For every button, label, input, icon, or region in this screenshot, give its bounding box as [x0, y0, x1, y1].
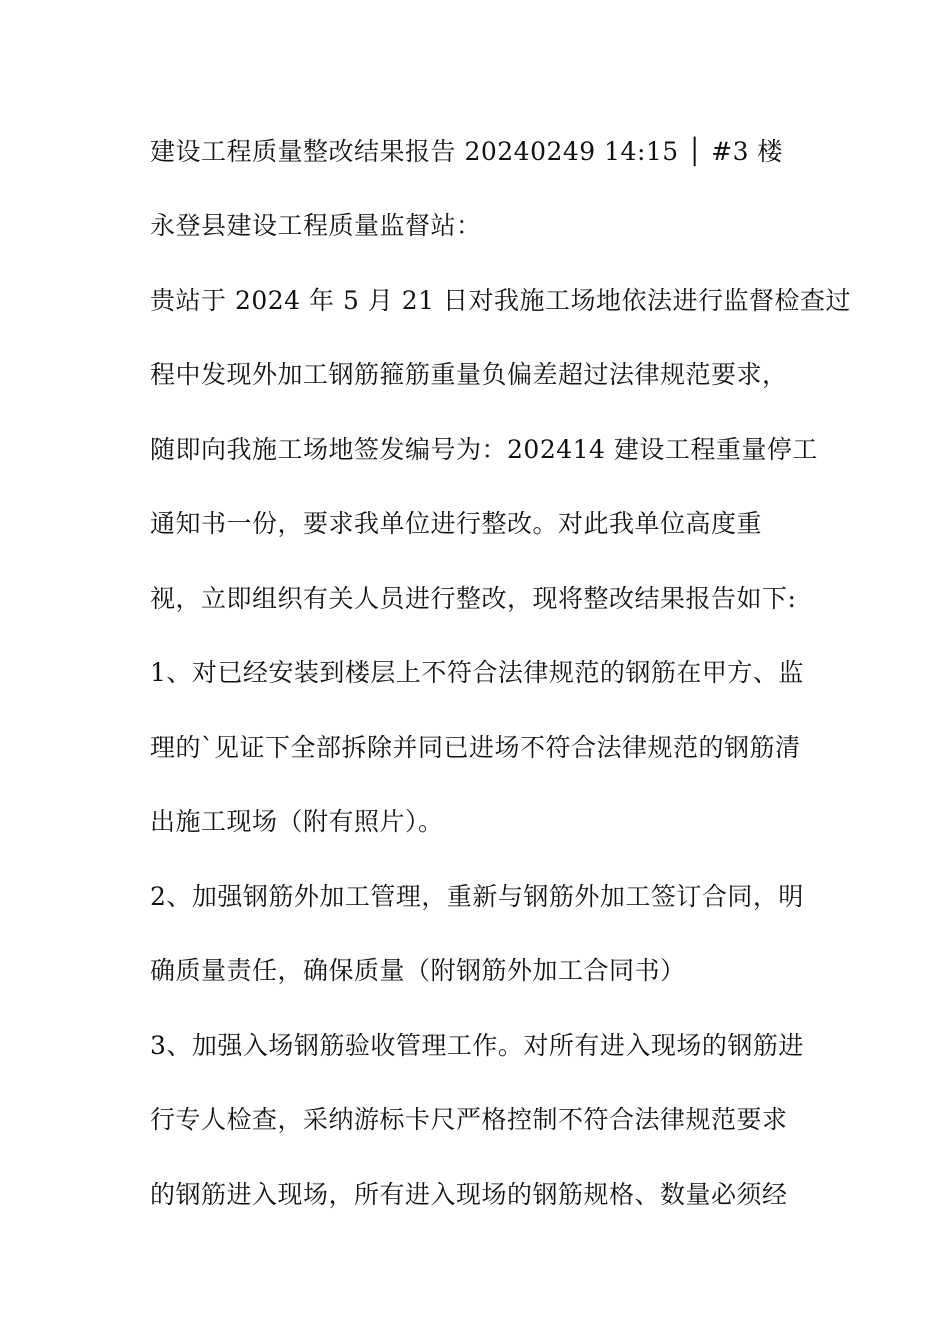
list-item-3-line: 的钢筋进入现场，所有进入现场的钢筋规格、数量必须经 — [150, 1180, 788, 1209]
report-title: 建设工程质量整改结果报告 20240249 14:15 │ #3 楼 — [150, 137, 783, 166]
list-item-1-line: 理的`见证下全部拆除并同已进场不符合法律规范的钢筋清 — [150, 733, 801, 762]
list-item-3-line: 行专人检查，采纳游标卡尺严格控制不符合法律规范要求 — [150, 1105, 788, 1134]
list-item-1-line: 出施工现场（附有照片）。 — [150, 807, 444, 836]
addressee: 永登县建设工程质量监督站： — [150, 211, 482, 240]
body-line: 视，立即组织有关人员进行整改，现将整改结果报告如下: — [150, 584, 797, 613]
body-line: 通知书一份，要求我单位进行整改。对此我单位高度重 — [150, 509, 763, 538]
list-item-3-line: 3、加强入场钢筋验收管理工作。对所有进入现场的钢筋进 — [150, 1031, 804, 1060]
list-item-1-line: 1、对已经安装到楼层上不符合法律规范的钢筋在甲方、监 — [150, 658, 804, 687]
list-item-2-line: 2、加强钢筋外加工管理，重新与钢筋外加工签订合同，明 — [150, 882, 804, 911]
body-line: 随即向我施工场地签发编号为：202414 建设工程重量停工 — [150, 435, 818, 464]
list-item-2-line: 确质量责任，确保质量（附钢筋外加工合同书） — [150, 956, 686, 985]
body-line: 程中发现外加工钢筋箍筋重量负偏差超过法律规范要求， — [150, 360, 788, 389]
body-line: 贵站于 2024 年 5 月 21 日对我施工场地依法进行监督检查过 — [150, 286, 852, 315]
